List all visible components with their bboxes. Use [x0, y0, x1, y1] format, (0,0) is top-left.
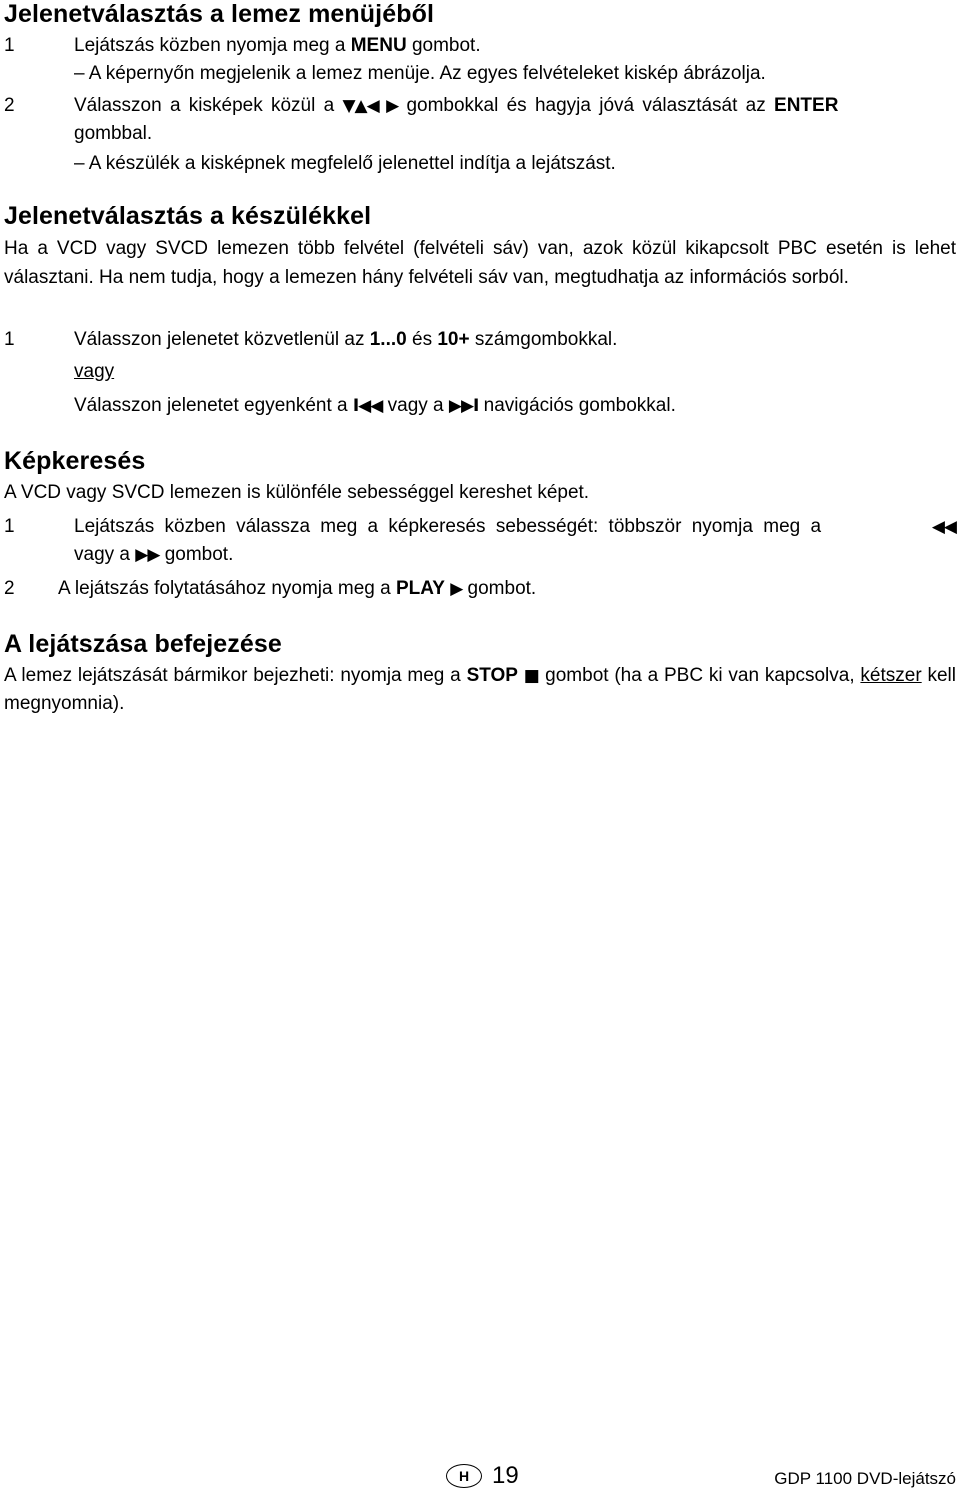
step-text-mid: gombokkal és hagyja jóvá választását az: [398, 95, 775, 116]
hungary-country-badge: H: [446, 1464, 482, 1488]
para-text-end: kell megnyomnia).: [4, 665, 956, 714]
enter-key-label: ENTER: [774, 95, 839, 116]
heading-scene-select-menu: Jelenetválasztás a lemez menüjéből: [4, 0, 434, 28]
step-text-end: gombot.: [159, 544, 234, 565]
step-text: vagy a: [74, 544, 136, 565]
product-model: GDP 1100 DVD-lejátszó: [774, 1469, 956, 1488]
s1-step-2-result: – A készülék a kisképnek megfelelő jelenettel indítja a lejátszást.: [74, 153, 616, 174]
step-number: 1: [4, 516, 15, 537]
play-key-label: PLAY: [395, 578, 445, 599]
step-text: A lejátszás folytatásához nyomja meg a: [58, 578, 396, 599]
s1-step-1-result: – A képernyőn megjelenik a lemez menüje. Az egyes felvételeket kiskép ábrázolja.: [74, 63, 766, 84]
step-text: Lejátszás közben válassza meg a képkeresés sebességét: többször nyomja meg a: [74, 516, 822, 537]
arrow-keys-icon: ▼▲◀ ▶: [342, 96, 399, 116]
stop-icon: ■: [523, 666, 540, 686]
rewind-icon: ◀◀: [931, 517, 956, 537]
stop-key-label: STOP: [466, 665, 518, 686]
ten-plus-key-label: 10+: [437, 329, 470, 350]
skip-forward-icon: ▶▶I: [448, 396, 479, 416]
s3-paragraph: A VCD vagy SVCD lemezen is különféle sebességgel kereshet képet.: [4, 482, 590, 503]
step-text: Válasszon a kisképek közül a: [74, 95, 343, 116]
step-number: 1: [4, 35, 15, 56]
twice-emphasis: kétszer: [860, 665, 922, 686]
conj-text: és: [406, 329, 438, 350]
digit-keys-label: 1...0: [369, 329, 407, 350]
step-number: 2: [4, 578, 15, 599]
step-text: Válasszon jelenetet közvetlenül az: [74, 329, 370, 350]
or-label: vagy: [74, 361, 115, 382]
heading-scene-select-device: Jelenetválasztás a készülékkel: [4, 202, 372, 230]
page-footer: [0, 1462, 960, 1492]
step-number: 1: [4, 329, 15, 350]
alt-text-mid: vagy a: [382, 395, 449, 416]
step-number: 2: [4, 95, 15, 116]
s1-step-2-cont: gombbal.: [74, 123, 153, 144]
alt-text-end: navigációs gombokkal.: [478, 395, 676, 416]
step-text: Lejátszás közben nyomja meg a: [74, 35, 351, 56]
fast-forward-icon: ▶▶: [135, 545, 160, 565]
step-text-end: gombot.: [406, 35, 481, 56]
para-text: A lemez lejátszását bármikor bejezheti: nyomja meg a: [4, 665, 467, 686]
s2-paragraph: Ha a VCD vagy SVCD lemezen több felvétel (felvételi sáv) van, azok közül kikapcsolt PBC esetén is lehet választani. Ha nem tudja, hogy a lemezen hány felvételi sáv van, megtudhatja az információs sorból.: [4, 238, 956, 288]
play-icon: ▶: [450, 579, 463, 599]
alt-text: Válasszon jelenetet egyenként a: [74, 395, 353, 416]
step-text-end: gombot.: [462, 578, 537, 599]
heading-stop-playback: A lejátszása befejezése: [4, 630, 282, 658]
heading-picture-search: Képkeresés: [4, 447, 146, 475]
skip-back-icon: I◀◀: [352, 396, 383, 416]
page-number: 19: [492, 1462, 519, 1489]
s3-step-1-cont: [74, 541, 956, 569]
step-text-end: számgombokkal.: [469, 329, 618, 350]
s4-paragraph: [4, 662, 956, 718]
menu-key-label: MENU: [350, 35, 407, 56]
s2-step-1-alt: [74, 392, 956, 420]
para-text-mid: gombot (ha a PBC ki van kapcsolva,: [539, 665, 861, 686]
